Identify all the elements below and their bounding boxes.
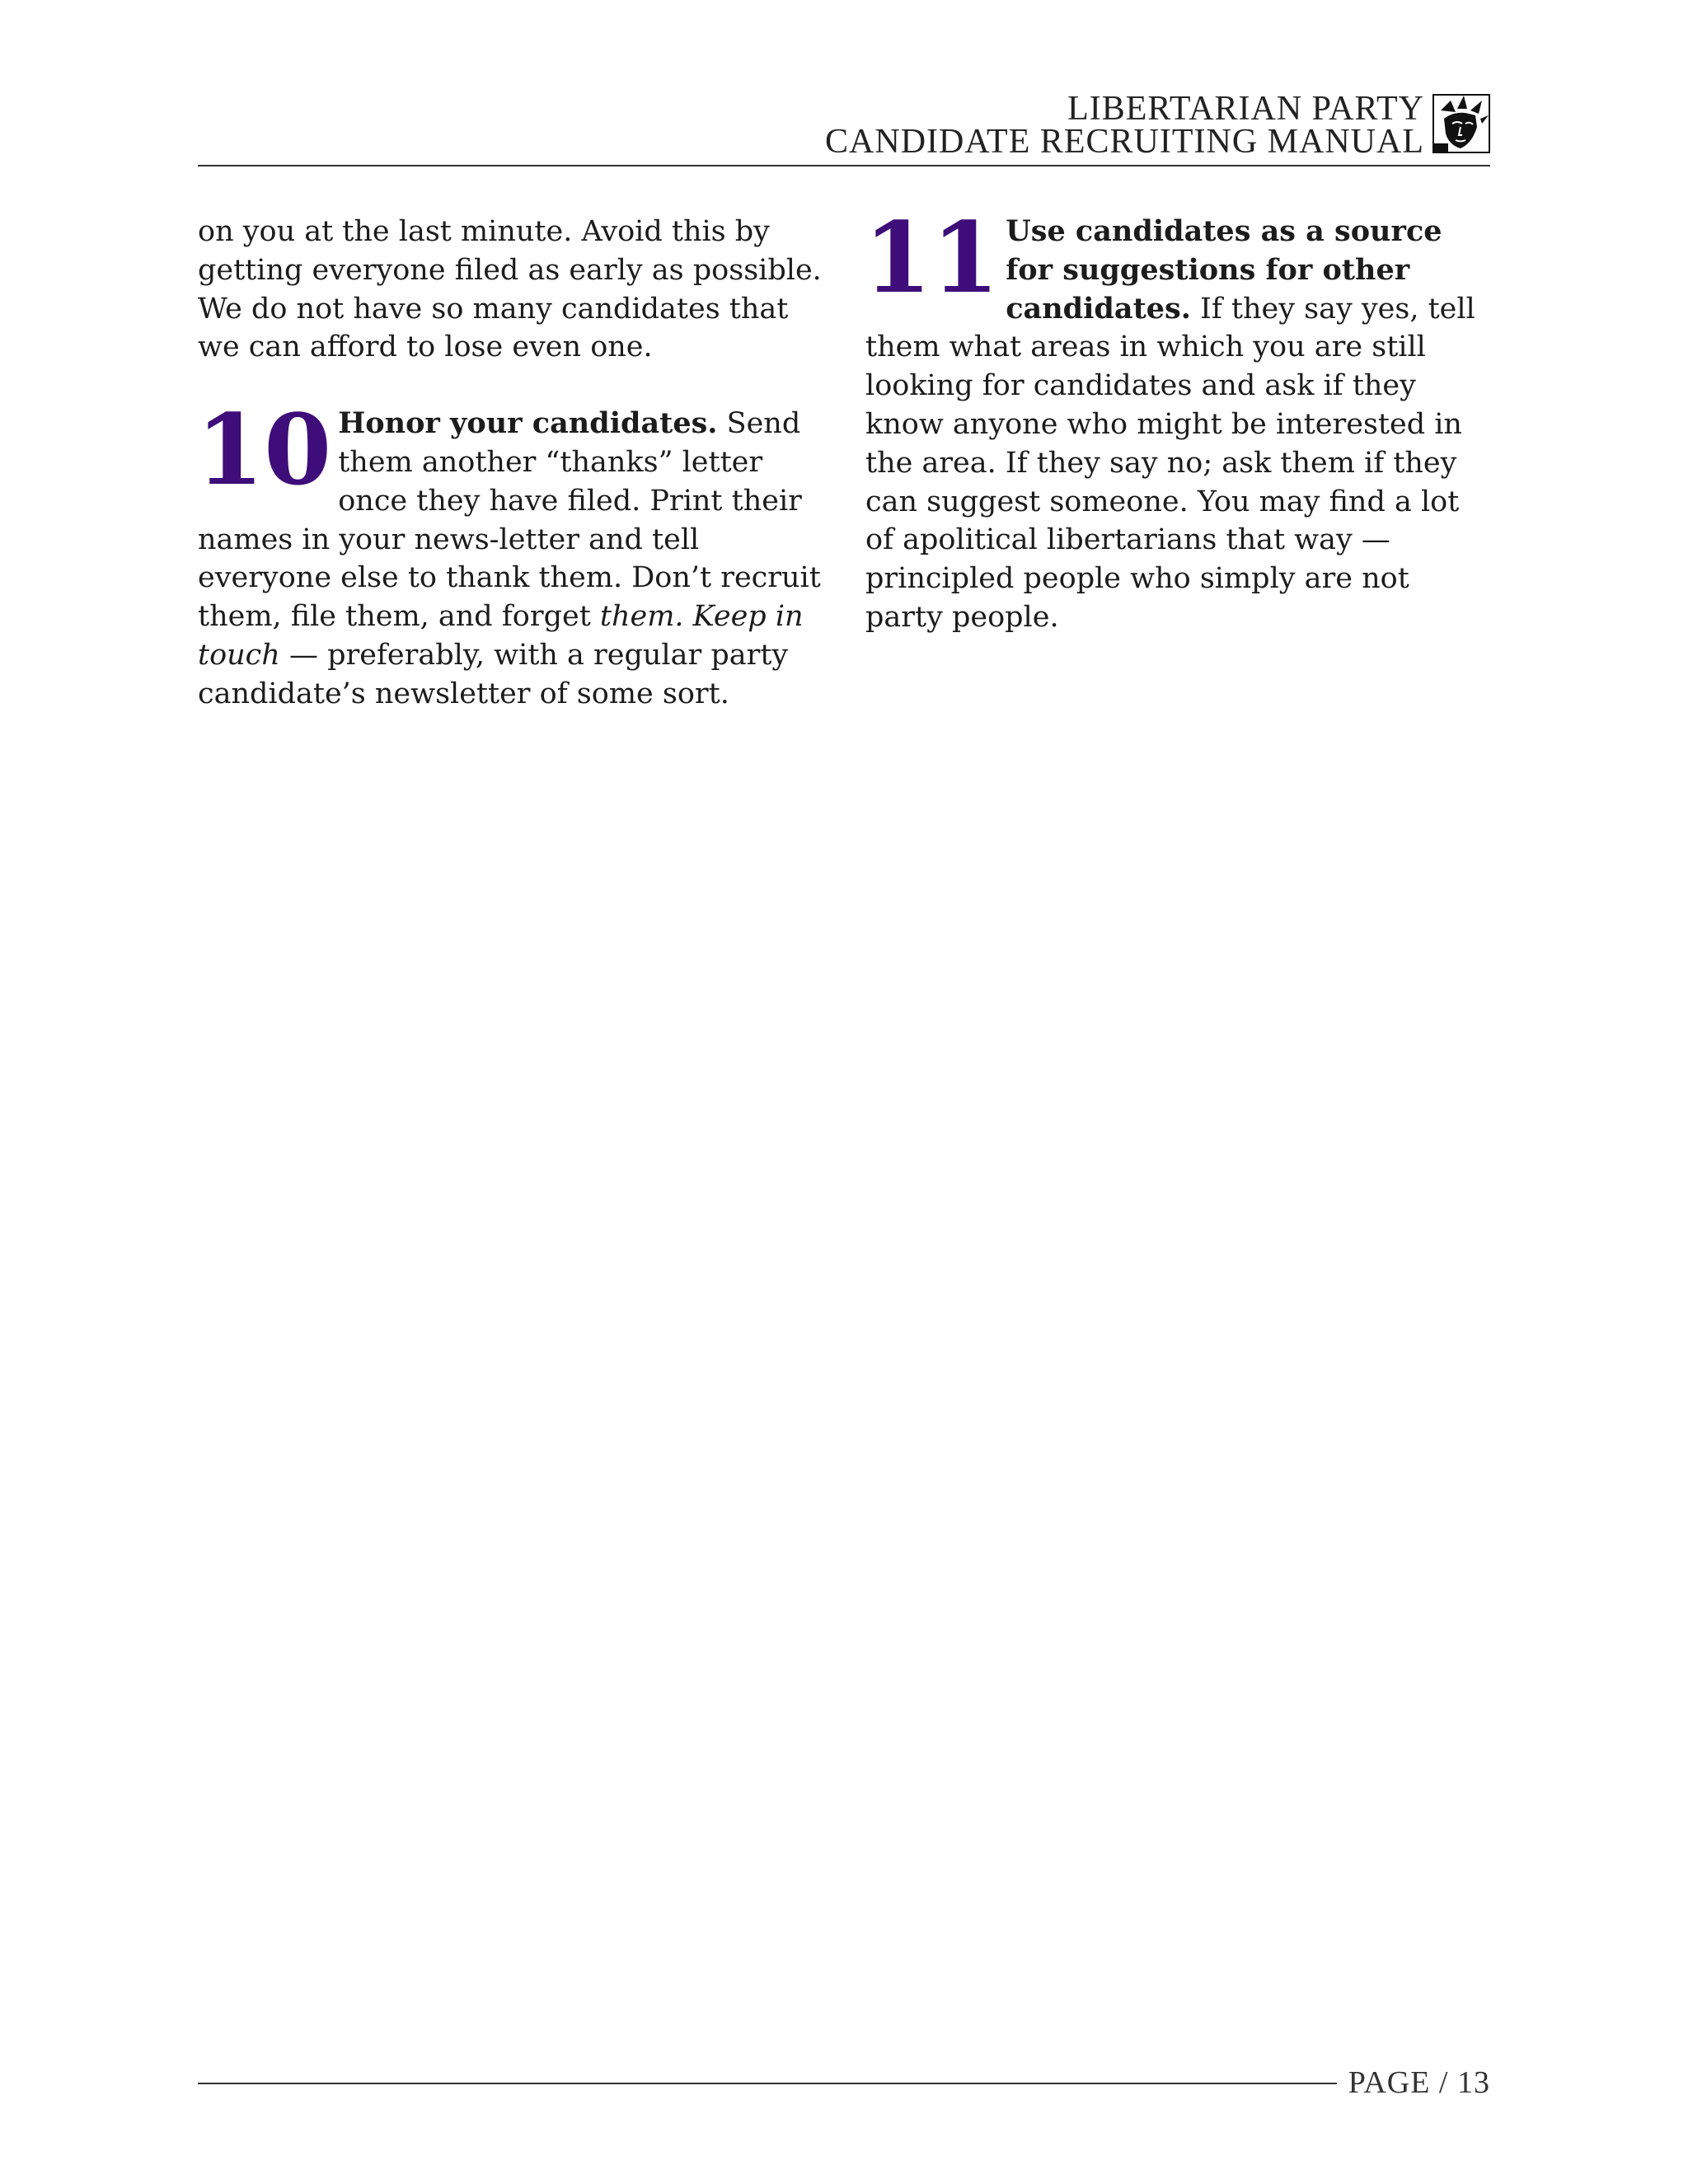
item-11-paragraph [864,200,1490,637]
page-header [198,89,1490,166]
item-10-paragraph [196,392,823,713]
header-line-1: LIBERTARIAN PARTY [1067,90,1424,128]
item-10-text-1: Send them another “thanks” letter once they have filed. Print their names in your news-letter and tell everyone else to thank them. Don’t recruit them, file them, and forget [198,407,821,634]
item-11-number: 11 [864,200,1000,315]
item-10-number: 10 [196,392,332,508]
item-11-heading: Use candidates as a source for suggestions for other candidates. [1006,214,1442,326]
header-title [825,90,1424,161]
item-10-text-2: — preferably, with a regular party candidate’s newsletter of some sort. [198,638,789,710]
header-line-2: CANDIDATE RECRUITING MANUAL [825,123,1424,161]
page-number: PAGE / 13 [1348,2065,1490,2100]
footer-rule [198,2083,1337,2084]
continued-paragraph: on you at the last minute. Avoid this by getting everyone filed as early as possible. We do not have so many candidates that we can afford to lose even one. [198,215,822,364]
item-10-italic: them. Keep in touch [198,600,804,672]
item-10-heading: Honor your candidates. [338,406,718,441]
right-column [864,200,1490,637]
statue-of-liberty-icon [1432,94,1490,153]
item-11-text: If they say yes, tell them what areas in which you are still looking for candidates and ask if they know anyone who might be interested in the area. If they say no; ask them if they can suggest someone. You may find a lot of apolitical libertarians that way — principled people who simply are not party people. [865,292,1475,634]
left-column [198,213,823,714]
